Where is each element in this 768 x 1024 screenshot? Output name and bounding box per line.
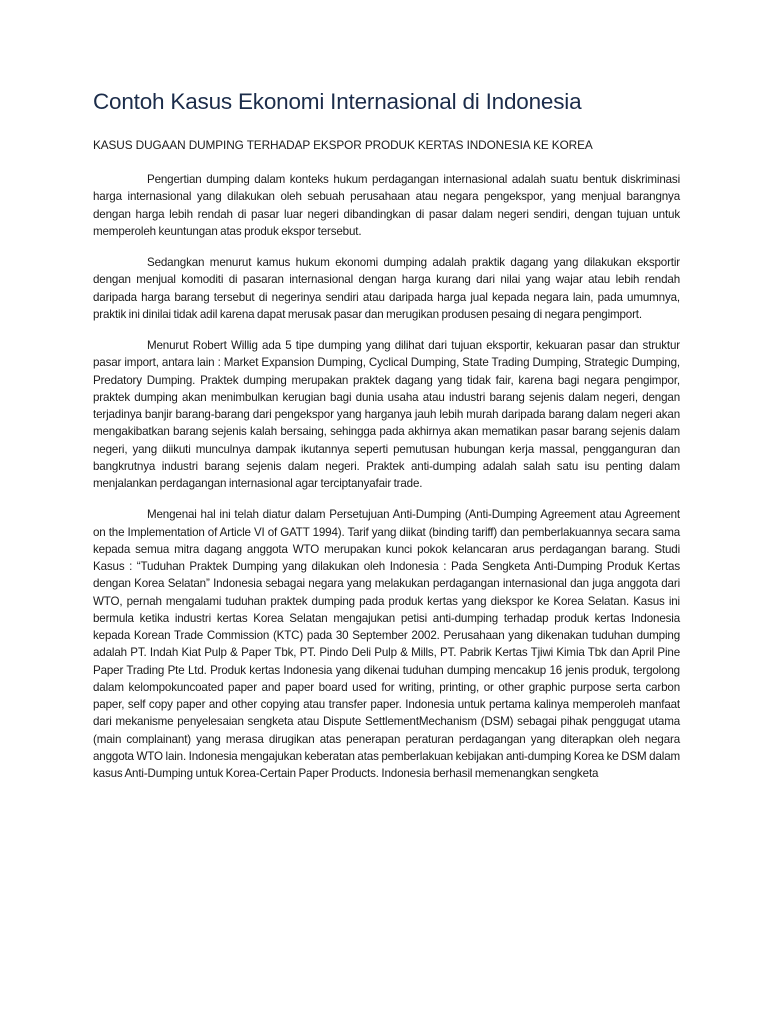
paragraph-1: Pengertian dumping dalam konteks hukum perdagangan internasional adalah suatu bentuk diskriminasi harga internasional yang dilakukan oleh sebuah perusahaan atau negara pengekspor, yang menjual barangnya dengan harga lebih rendah di pasar luar negeri dibandingkan di pasar dalam negeri sendiri, dengan tujuan untuk memperoleh keuntungan atas produk ekspor tersebut. bbox=[93, 173, 680, 238]
paragraph-4: Mengenai hal ini telah diatur dalam Persetujuan Anti-Dumping (Anti-Dumping Agreement atau Agreement on the Implementation of Article VI of GATT 1994). Tarif yang diikat (binding tariff) dan pemberlakuannya secara sama kepada semua mitra dagang anggota WTO merupakan kunci pokok kelancaran arus perdagangan barang. Studi Kasus : “Tuduhan Praktek Dumping yang dilakukan oleh Indonesia : Pada Sengketa Anti-Dumping Produk Kertas dengan Korea Selatan” Indonesia sebagai negara yang melakukan perdagangan internasional dan juga anggota dari WTO, pernah mengalami tuduhan praktek dumping pada produk kertas yang diekspor ke Korea Selatan. Kasus ini bermula ketika industri kertas Korea Selatan mengajukan petisi anti-dumping terhadap produk kertas Indonesia kepada Korean Trade Commission (KTC) pada 30 September 2002. Perusahaan yang dikenakan tuduhan dumping adalah PT. Indah Kiat Pulp & Paper Tbk, PT. Pindo Deli Pulp & Mills, PT. Pabrik Kertas Tjiwi Kimia Tbk dan April Pine Paper Trading Pte Ltd. Produk kertas Indonesia yang dikenai tuduhan dumping mencakup 16 jenis produk, tergolong dalam kelompokuncoated paper and paper board used for writing, printing, or other graphic purpose serta carbon paper, self copy paper and other copying atau transfer paper. Indonesia untuk pertama kalinya memperoleh manfaat dari mekanisme penyelesaian sengketa atau Dispute SettlementMechanism (DSM) sebagai pihak penggugat utama (main complainant) yang merasa dirugikan atas penerapan peraturan perdagangan yang diterapkan oleh negara anggota WTO lain. Indonesia mengajukan keberatan atas pemberlakuan kebijakan anti-dumping Korea ke DSM dalam kasus Anti-Dumping untuk Korea-Certain Paper Products. Indonesia berhasil memenangkan sengketa bbox=[93, 508, 680, 780]
paragraph-3: Menurut Robert Willig ada 5 tipe dumping yang dilihat dari tujuan eksportir, kekuaran pasar dan struktur pasar import, antara lain : Market Expansion Dumping, Cyclical Dumping, State Trading Dumping, Strategic Dumping, Predatory Dumping. Praktek dumping merupakan praktek dagang yang tidak fair, karena bagi negara pengimpor, praktek dumping akan menimbulkan kerugian bagi dunia usaha atau industri barang sejenis dalam negeri, dengan terjadinya banjir barang-barang dari pengekspor yang harganya jauh lebih murah daripada barang dalam negeri akan mengakibatkan barang sejenis kalah bersaing, sehingga pada akhirnya akan mematikan pasar barang sejenis dalam negeri, yang diikuti munculnya dampak ikutannya seperti pemutusan hubungan kerja massal, pengganguran dan bangkrutnya industri barang sejenis dalam negeri. Praktek anti-dumping adalah salah satu isu penting dalam menjalankan perdagangan internasional agar terciptanyafair trade. bbox=[93, 339, 680, 490]
document-subtitle: KASUS DUGAAN DUMPING TERHADAP EKSPOR PRODUK KERTAS INDONESIA KE KOREA bbox=[93, 138, 593, 152]
document-page bbox=[93, 86, 680, 796]
paragraph-2: Sedangkan menurut kamus hukum ekonomi dumping adalah praktik dagang yang dilakukan eksportir dengan menjual komoditi di pasaran internasional dengan harga kurang dari nilai yang wajar atau lebih rendah daripada harga barang tersebut di negerinya sendiri atau daripada harga jual kepada negara lain, pada umumnya, praktik ini dinilai tidak adil karena dapat merusak pasar dan merugikan produsen pesaing di negara pengimport. bbox=[93, 256, 680, 321]
document-title: Contoh Kasus Ekonomi Internasional di Indonesia bbox=[93, 89, 582, 114]
